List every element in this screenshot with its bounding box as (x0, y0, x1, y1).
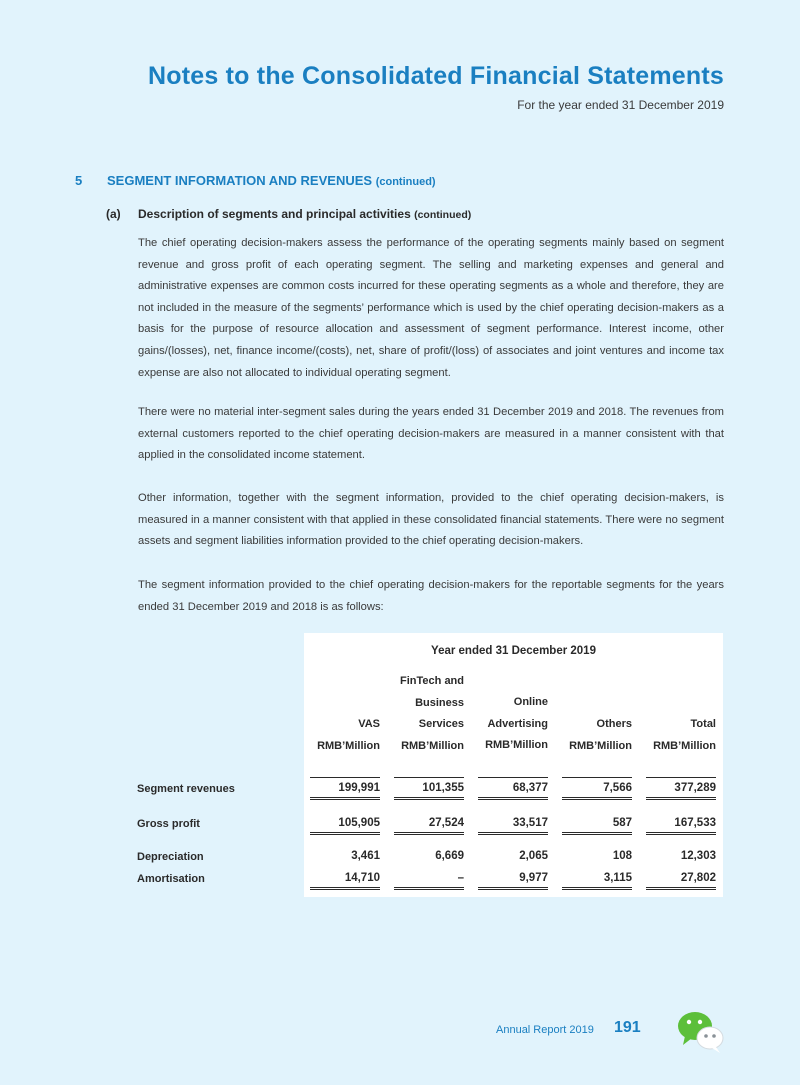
rule-double-row1 (646, 797, 716, 800)
rule-double-row1 (562, 797, 632, 800)
subsection-continued: (continued) (414, 209, 472, 221)
table-cell: 199,991 (338, 782, 380, 794)
rule-double-row4 (394, 887, 464, 890)
section-heading (75, 173, 436, 188)
rule-double-row2 (310, 832, 380, 835)
column-name: VAS (358, 718, 380, 730)
table-cell: 9,977 (519, 872, 548, 884)
column-unit: RMB’Million (485, 739, 548, 751)
column-unit: RMB’Million (317, 739, 380, 752)
paragraph-4: The segment information provided to the chief operating decision-makers for the reportable segments for the years ended 31 December 2019 and 2018 is as follows: (138, 579, 724, 613)
page-title: Notes to the Consolidated Financial Statements (148, 62, 724, 90)
table-cell: 6,669 (435, 850, 464, 862)
rule-double-row1 (394, 797, 464, 800)
column-header-others (558, 714, 632, 757)
table-cell: 27,524 (428, 817, 464, 829)
table-cell: 105,905 (338, 817, 380, 829)
column-name-line-3: Services (418, 718, 464, 730)
column-unit: RMB’Million (569, 739, 632, 752)
table-cell: 101,355 (422, 782, 464, 794)
row-label-gross-profit: Gross profit (137, 818, 200, 830)
section-number: 5 (75, 173, 83, 188)
rule-double-row2 (478, 832, 548, 835)
paragraph-3: Other information, together with the segment information, provided to the chief operating decision-makers, is measured in a manner consistent with that applied in these consolidated financial statements. There were no segment assets and segment liabilities information provided to the chief operating decision-makers. (138, 492, 724, 548)
page-subtitle: For the year ended 31 December 2019 (517, 98, 724, 112)
footer-page-number: 191 (614, 1019, 641, 1036)
table-cell: 377,289 (674, 782, 716, 794)
row-label-amortisation: Amortisation (137, 873, 205, 885)
column-name-line-1: Online (513, 696, 548, 708)
rule-double-row4 (562, 887, 632, 890)
column-header-fintech (390, 671, 464, 757)
column-header-vas (304, 714, 380, 757)
column-name-line-2: Business (415, 696, 464, 709)
footer-report-name: Annual Report 2019 (496, 1024, 594, 1036)
table-cell: 7,566 (603, 782, 632, 794)
column-name: Others (596, 718, 632, 730)
row-label-depreciation: Depreciation (137, 851, 204, 863)
rule-double-row4 (310, 887, 380, 890)
table-cell: 68,377 (512, 782, 548, 794)
column-name: Total (690, 718, 716, 730)
paragraph-2: There were no material inter-segment sales during the years ended 31 December 2019 and 2018. The revenues from external customers reported to the chief operating decision-makers are measured in a manner consistent with that applied in the consolidated income statement. (138, 406, 724, 462)
table-cell: 3,115 (603, 872, 632, 884)
table-cell: 33,517 (512, 817, 548, 829)
subsection-heading (106, 207, 471, 221)
wechat-logo-icon (677, 1010, 725, 1054)
rule-top-row1 (310, 777, 380, 778)
rule-top-row1 (562, 777, 632, 778)
table-cell: 108 (612, 850, 632, 862)
rule-double-row2 (562, 832, 632, 835)
table-cell: 3,461 (351, 850, 380, 862)
column-unit: RMB’Million (653, 739, 716, 752)
rule-top-row1 (646, 777, 716, 778)
column-header-total (642, 714, 716, 757)
table-cell: – (457, 872, 464, 884)
rule-top-row1 (394, 777, 464, 778)
rule-double-row2 (646, 832, 716, 835)
table-cell: 167,533 (674, 817, 716, 829)
column-name-line-1: FinTech and (400, 675, 464, 687)
column-unit: RMB’Million (401, 739, 464, 752)
table-caption: Year ended 31 December 2019 (431, 645, 596, 657)
subsection-label: (a) (106, 207, 121, 221)
table-cell: 587 (612, 817, 632, 829)
rule-double-row4 (646, 887, 716, 890)
row-label-segment-revenues: Segment revenues (137, 783, 235, 795)
subsection-title: Description of segments and principal activities (138, 207, 411, 221)
rule-top-row1 (478, 777, 548, 778)
column-name-line-2: Advertising (487, 717, 548, 730)
section-continued: (continued) (375, 176, 436, 188)
column-header-online-advertising (474, 692, 548, 757)
table-cell: 12,303 (680, 850, 716, 862)
section-title: SEGMENT INFORMATION AND REVENUES (107, 173, 373, 188)
paragraph-1: The chief operating decision-makers assess the performance of the operating segments mainly based on segment revenue and gross profit of each operating segment. The selling and marketing expenses and general and administrative expenses are common costs incurred for these operating segments as a whole and therefore, they are not included in the measure of the segments’ performance which is used by the chief operating decision-makers as a basis for the purpose of resource allocation and assessment of segment performance. Interest income, other gains/(losses), net, finance income/(costs), net, share of profit/(loss) of associates and joint ventures and income tax expense are also not allocated to individual operating segment. (138, 237, 724, 379)
rule-double-row2 (394, 832, 464, 835)
table-cell: 27,802 (680, 872, 716, 884)
rule-double-row4 (478, 887, 548, 890)
rule-double-row1 (310, 797, 380, 800)
table-cell: 14,710 (344, 872, 380, 884)
table-cell: 2,065 (519, 850, 548, 862)
rule-double-row1 (478, 797, 548, 800)
